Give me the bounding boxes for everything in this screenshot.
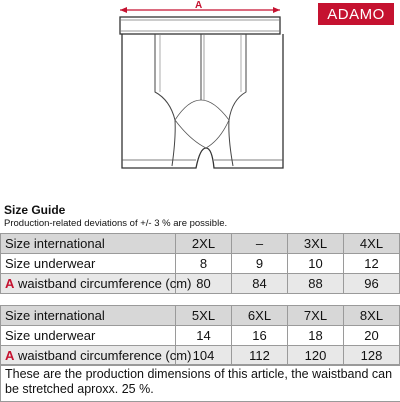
table-cell: 104 bbox=[176, 346, 232, 366]
table-cell: 8XL bbox=[344, 306, 400, 326]
size-guide-title: Size Guide bbox=[4, 203, 66, 217]
stretch-note: These are the production dimensions of this article, the waistband can be stretched aproxx. 25 %. bbox=[0, 364, 400, 402]
table-cell: 8 bbox=[176, 254, 232, 274]
table-cell: 96 bbox=[344, 274, 400, 294]
waistband-row bbox=[1, 274, 400, 294]
table-cell: 88 bbox=[288, 274, 344, 294]
size-guide-note: Production-related deviations of +/- 3 % are possible. bbox=[4, 218, 228, 229]
row-label: Size underwear bbox=[1, 326, 176, 346]
shorts-outline bbox=[122, 34, 283, 168]
table-cell: 4XL bbox=[344, 234, 400, 254]
dimension-marker-a: A bbox=[5, 276, 15, 291]
table-cell: 7XL bbox=[288, 306, 344, 326]
table-cell: 16 bbox=[232, 326, 288, 346]
boxer-shorts-drawing bbox=[0, 0, 400, 200]
row-label bbox=[1, 346, 192, 366]
table-cell: 9 bbox=[232, 254, 288, 274]
table-cell: 112 bbox=[232, 346, 288, 366]
size-guide-header bbox=[4, 203, 227, 229]
dimension-label-a: A bbox=[195, 0, 203, 11]
waistband-label: waistband circumference (cm) bbox=[18, 276, 192, 291]
waistband-outline bbox=[120, 17, 280, 34]
table-cell: 14 bbox=[176, 326, 232, 346]
waistband-row bbox=[1, 346, 400, 366]
table-cell: 3XL bbox=[288, 234, 344, 254]
table-cell: 10 bbox=[288, 254, 344, 274]
row-label: Size international bbox=[1, 306, 176, 326]
row-label bbox=[1, 274, 192, 294]
table-cell: – bbox=[232, 234, 288, 254]
adamo-logo: ADAMO bbox=[318, 3, 394, 25]
table-cell: 18 bbox=[288, 326, 344, 346]
size-table-1 bbox=[0, 233, 400, 294]
row-label: Size international bbox=[1, 234, 176, 254]
table-cell: 6XL bbox=[232, 306, 288, 326]
size-table-2 bbox=[0, 305, 400, 366]
size-underwear-row bbox=[1, 326, 400, 346]
table-cell: 80 bbox=[176, 274, 232, 294]
size-international-row bbox=[1, 234, 400, 254]
table-cell: 128 bbox=[344, 346, 400, 366]
table-cell: 20 bbox=[344, 326, 400, 346]
waistband-label: waistband circumference (cm) bbox=[18, 348, 192, 363]
dimension-marker-a: A bbox=[5, 348, 15, 363]
table-cell: 12 bbox=[344, 254, 400, 274]
size-international-row bbox=[1, 306, 400, 326]
table-cell: 84 bbox=[232, 274, 288, 294]
table-cell: 5XL bbox=[176, 306, 232, 326]
table-cell: 2XL bbox=[176, 234, 232, 254]
table-cell: 120 bbox=[288, 346, 344, 366]
size-underwear-row bbox=[1, 254, 400, 274]
row-label: Size underwear bbox=[1, 254, 176, 274]
